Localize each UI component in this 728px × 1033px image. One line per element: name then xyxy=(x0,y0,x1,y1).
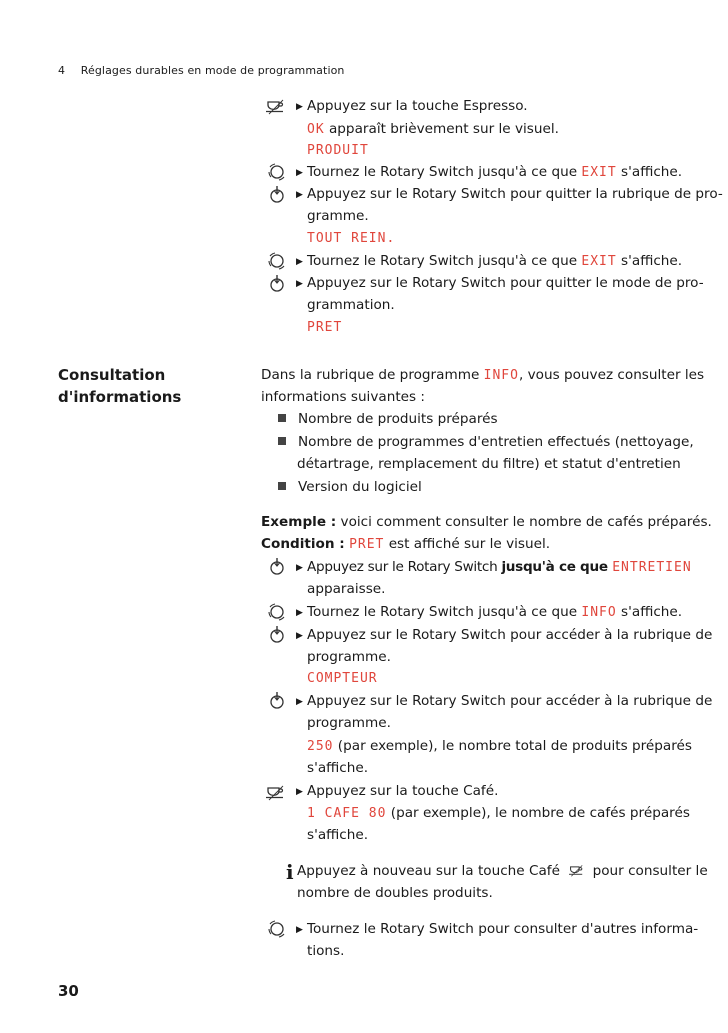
rotary-switch-press-icon xyxy=(268,185,286,203)
espresso-cup-icon xyxy=(266,97,284,115)
instruction-step: ▶ Appuyez sur le Rotary Switch pour quitter le mode de pro- xyxy=(296,275,704,291)
example-line: Exemple : voici comment consulter le nombre de cafés préparés. xyxy=(261,514,712,530)
instruction-step: ▶ Appuyez sur le Rotary Switch pour quitter la rubrique de pro- xyxy=(296,186,723,202)
list-item: Version du logiciel xyxy=(278,479,422,495)
instruction-continuation: programme. xyxy=(307,715,391,731)
coffee-cup-icon xyxy=(266,783,284,801)
page-number: 30 xyxy=(58,982,79,1000)
rotary-switch-turn-icon xyxy=(268,163,286,181)
info-note: Appuyez à nouveau sur la touche Café pour consulter le xyxy=(297,863,708,879)
instruction-continuation: grammation. xyxy=(307,297,395,313)
instruction-continuation: gramme. xyxy=(307,208,369,224)
instruction-step: ▶ Tournez le Rotary Switch jusqu'à ce que EXIT s'affiche. xyxy=(296,164,683,180)
instruction-step: ▶ Appuyez sur la touche Café. xyxy=(296,783,499,799)
instruction-step: ▶ Tournez le Rotary Switch pour consulter d'autres informa- xyxy=(296,921,699,937)
instruction-step: ▶ Appuyez sur la touche Espresso. xyxy=(296,98,528,114)
coffee-cup-icon xyxy=(567,863,585,877)
condition-line: Condition : PRET est affiché sur le visuel. xyxy=(261,536,551,552)
instruction-continuation: s'affiche. xyxy=(307,827,369,843)
page-header xyxy=(58,64,345,77)
instruction-step: ▶ Tournez le Rotary Switch jusqu'à ce que INFO s'affiche. xyxy=(296,604,683,620)
list-item-continuation: détartrage, remplacement du filtre) et statut d'entretien xyxy=(297,456,681,472)
rotary-switch-press-icon xyxy=(268,274,286,292)
rotary-switch-turn-icon xyxy=(268,252,286,270)
section-heading: Consultation xyxy=(58,366,166,384)
lcd-text: TOUT REIN. xyxy=(307,231,396,246)
instruction-step: ▶ Appuyez sur le Rotary Switch jusqu'à ce que ENTRETIEN xyxy=(296,559,692,575)
instruction-continuation: tions. xyxy=(307,943,345,959)
instruction-step: ▶ Tournez le Rotary Switch jusqu'à ce que EXIT s'affiche. xyxy=(296,253,683,269)
info-icon: i xyxy=(286,860,294,884)
rotary-switch-press-icon xyxy=(268,625,286,643)
list-item: Nombre de programmes d'entretien effectués (nettoyage, xyxy=(278,434,694,450)
instruction-continuation: programme. xyxy=(307,649,391,665)
display-message: 250 (par exemple), le nombre total de produits préparés xyxy=(307,738,692,754)
lcd-text: PRODUIT xyxy=(307,143,369,158)
intro-paragraph: Dans la rubrique de programme INFO, vous pouvez consulter les xyxy=(261,367,705,383)
info-note-continuation: nombre de doubles produits. xyxy=(297,885,493,901)
instruction-continuation: apparaisse. xyxy=(307,581,386,597)
rotary-switch-press-icon xyxy=(268,691,286,709)
rotary-switch-turn-icon xyxy=(268,603,286,621)
list-item: Nombre de produits préparés xyxy=(278,411,498,427)
rotary-switch-turn-icon xyxy=(268,920,286,938)
chapter-number: 4 xyxy=(58,64,66,77)
display-message: OK apparaît brièvement sur le visuel. xyxy=(307,121,559,137)
chapter-title: Réglages durables en mode de programmation xyxy=(80,64,345,77)
instruction-step: ▶ Appuyez sur le Rotary Switch pour accéder à la rubrique de xyxy=(296,693,713,709)
lcd-text: COMPTEUR xyxy=(307,671,378,686)
rotary-switch-press-icon xyxy=(268,557,286,575)
intro-paragraph: informations suivantes : xyxy=(261,389,426,405)
instruction-step: ▶ Appuyez sur le Rotary Switch pour accéder à la rubrique de xyxy=(296,627,713,643)
instruction-continuation: s'affiche. xyxy=(307,760,369,776)
display-message: 1 CAFE 80 (par exemple), le nombre de cafés préparés xyxy=(307,805,690,821)
section-heading: d'informations xyxy=(58,388,182,406)
lcd-text: PRET xyxy=(307,320,343,335)
